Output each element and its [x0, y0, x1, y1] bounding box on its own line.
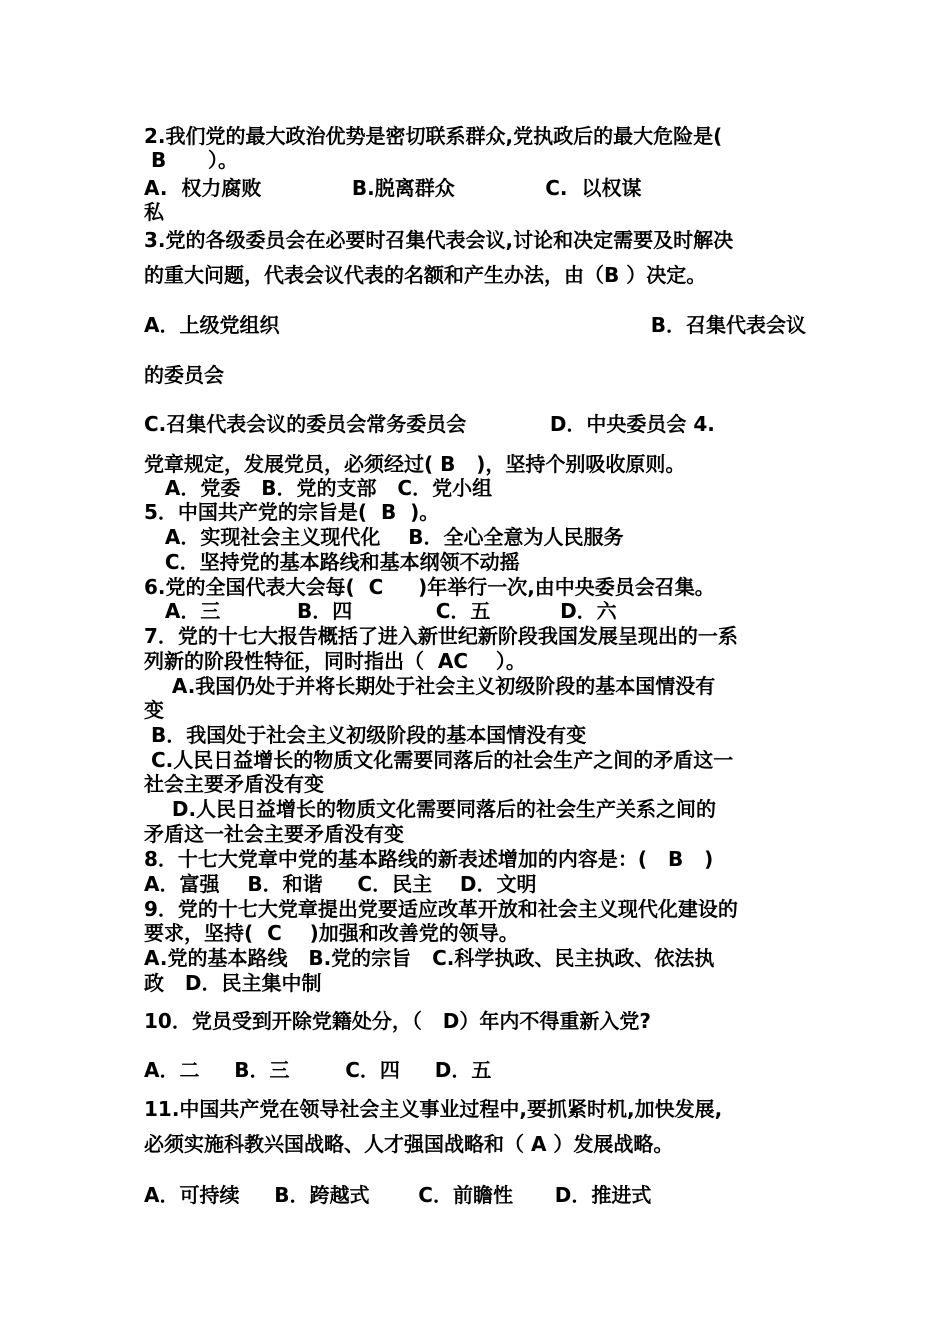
- text-line: 社会主要矛盾没有变: [144, 772, 324, 796]
- text-line: B ）。: [144, 148, 238, 172]
- text-line: 6.党的全国代表大会每( C )年举行一次,由中央委员会召集。: [144, 575, 715, 599]
- text-line: B．我国处于社会主义初级阶段的基本国情没有变: [144, 723, 587, 747]
- text-line: A．党委 B．党的支部 C．党小组: [144, 476, 493, 500]
- text-line: A.我国仍处于并将长期处于社会主义初级阶段的基本国情没有: [144, 674, 716, 698]
- text-line: 必须实施科教兴国战略、人才强国战略和（ A ）发展战略。: [144, 1132, 674, 1156]
- text-line: A.党的基本路线 B.党的宗旨 C.科学执政、民主执政、依法执: [144, 946, 715, 970]
- text-line: 3.党的各级委员会在必要时召集代表会议,讨论和决定需要及时解决: [144, 228, 734, 252]
- text-line: 7．党的十七大报告概括了进入新世纪新阶段我国发展呈现出的一系: [144, 624, 738, 648]
- text-line: 11.中国共产党在领导社会主义事业过程中,要抓紧时机,加快发展,: [144, 1097, 723, 1121]
- text-line: 政 D．民主集中制: [144, 971, 322, 995]
- text-line: 的委员会: [144, 363, 224, 387]
- text-line: 列新的阶段性特征，同时指出（ AC ）。: [144, 649, 526, 673]
- text-line: 2.我们党的最大政治优势是密切联系群众,党执政后的最大危险是(: [144, 124, 723, 148]
- text-line: 党章规定，发展党员，必须经过( B )，坚持个别吸收原则。: [144, 452, 686, 476]
- text-line: A．三 B．四 C．五 D．六: [144, 599, 617, 623]
- text-line: 5．中国共产党的宗旨是( B )。: [144, 500, 440, 524]
- text-line: A．富强 B．和谐 C．民主 D．文明: [144, 872, 537, 896]
- text-line: 变: [144, 698, 164, 722]
- text-line: A．可持续 B．跨越式 C．前瞻性 D．推进式: [144, 1183, 652, 1207]
- text-line: 私: [144, 200, 164, 224]
- text-line: A．上级党组织: [144, 313, 280, 337]
- text-line: 的重大问题，代表会议代表的名额和产生办法，由（B ）决定。: [144, 263, 707, 287]
- text-line: C.召集代表会议的委员会常务委员会 D．中央委员会 4.: [144, 412, 715, 436]
- text-line: 9．党的十七大党章提出党要适应改革开放和社会主义现代化建设的: [144, 897, 738, 921]
- text-line: A．二 B．三 C．四 D．五: [144, 1058, 492, 1082]
- text-line: 10．党员受到开除党籍处分，（ D）年内不得重新入党?: [144, 1009, 651, 1033]
- text-line: 8．十七大党章中党的基本路线的新表述增加的内容是：( B ): [144, 847, 714, 871]
- text-line: B．召集代表会议: [650, 313, 806, 337]
- text-line: C.人民日益增长的物质文化需要同落后的社会生产之间的矛盾这一: [144, 748, 734, 772]
- text-line: C．坚持党的基本路线和基本纲领不动摇: [144, 550, 520, 574]
- text-line: 矛盾这一社会主要矛盾没有变: [144, 822, 404, 846]
- text-line: D.人民日益增长的物质文化需要同落后的社会生产关系之间的: [144, 797, 717, 821]
- text-line: A．实现社会主义现代化 B．全心全意为人民服务: [144, 525, 624, 549]
- text-line: A. 权力腐败 B.脱离群众 C. 以权谋: [144, 176, 642, 200]
- text-line: 要求，坚持( C )加强和改善党的领导。: [144, 921, 519, 945]
